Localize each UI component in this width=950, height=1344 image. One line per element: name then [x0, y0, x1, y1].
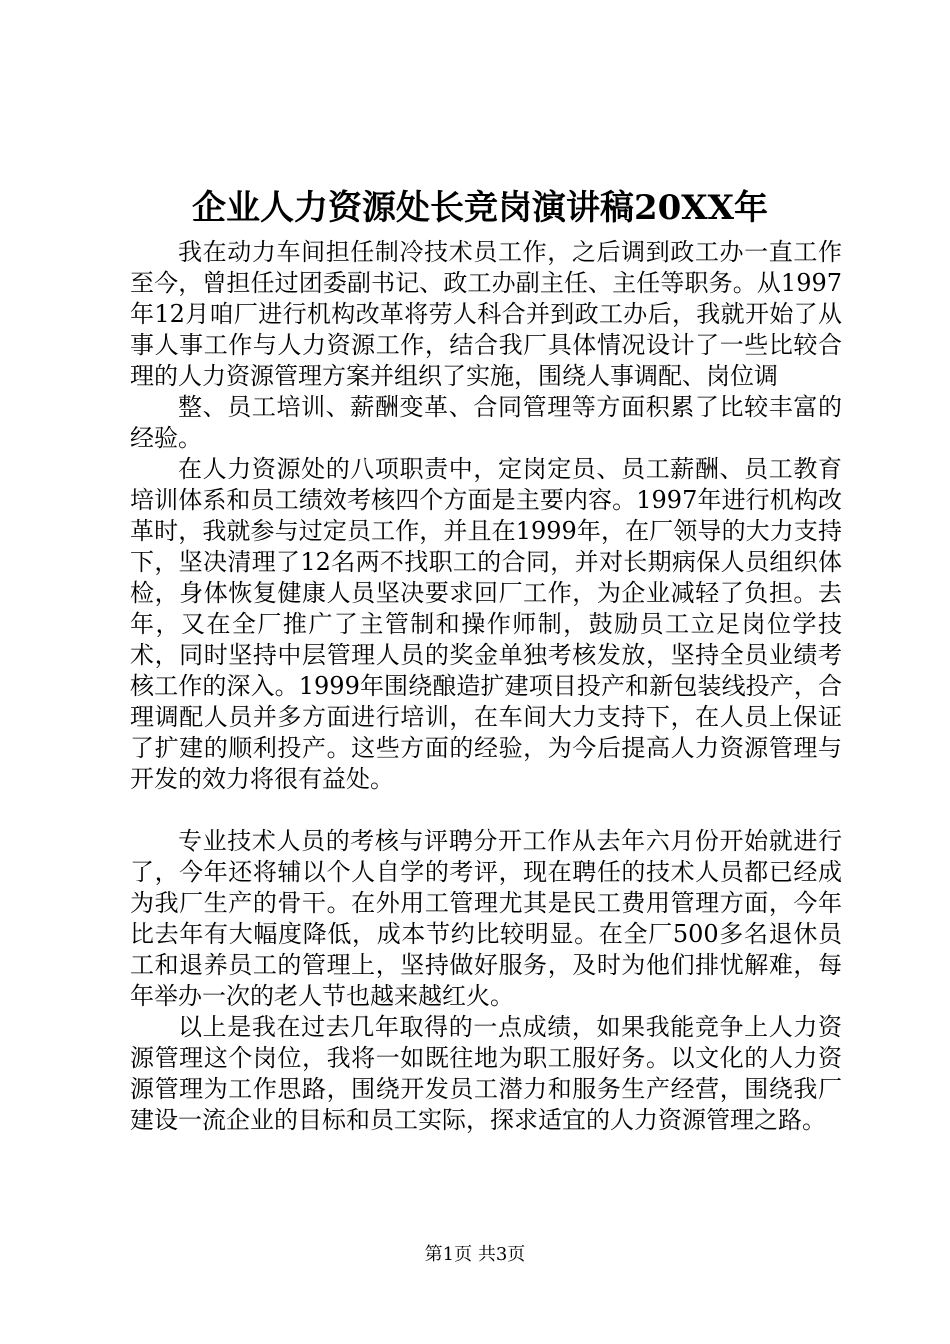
paragraph-5: 以上是我在过去几年取得的一点成绩，如果我能竞争上人力资源管理这个岗位，我将一如既往地为职工服好务。以文化的人力资源管理为工作思路，围绕开发员工潜力和服务生产经营，围绕我厂建设一流企业的目标和员工实际，探求适宜的人力资源管理之路。 — [130, 1013, 842, 1134]
paragraph-4: 专业技术人员的考核与评聘分开工作从去年六月份开始就进行了，今年还将辅以个人自学的考评，现在聘任的技术人员都已经成为我厂生产的骨干。在外用工管理尤其是民工费用管理方面，今年比去年有大幅度降低，成本节约比较明显。在全厂500多名退休员工和退养员工的管理上，坚持做好服务，及时为他们排忧解难，每年举办一次的老人节也越来越红火。 — [130, 827, 842, 1010]
document-title: 企业人力资源处长竞岗演讲稿20XX年 — [191, 188, 769, 228]
paragraph-1: 我在动力车间担任制冷技术员工作，之后调到政工办一直工作至今，曾担任过团委副书记、政工办副主任、主任等职务。从1997年12月咱厂进行机构改革将劳人科合并到政工办后，我就开始了从事人事工作与人力资源工作，结合我厂具体情况设计了一些比较合理的人力资源管理方案并组织了实施，围绕人事调配、岗位调 — [130, 238, 842, 390]
document-body — [130, 237, 842, 1136]
paragraph-3: 在人力资源处的八项职责中，定岗定员、员工薪酬、员工教育培训体系和员工绩效考核四个方面是主要内容。1997年进行机构改革时，我就参与过定员工作，并且在1999年，在厂领导的大力支持下，坚决清理了12名两不找职工的合同，并对长期病保人员组织体检，身体恢复健康人员坚决要求回厂工作，为企业减轻了负担。去年，又在全厂推广了主管制和操作师制，鼓励员工立足岗位学技术，同时坚持中层管理人员的奖金单独考核发放，坚持全员业绩考核工作的深入。1999年围绕酿造扩建项目投产和新包装线投产，合理调配人员并多方面进行培训，在车间大力支持下，在人员上保证了扩建的顺利投产。这些方面的经验，为今后提高人力资源管理与开发的效力将很有益处。 — [130, 455, 842, 793]
page-footer: 第1页 共3页 — [424, 1244, 526, 1265]
paragraph-2: 整、员工培训、薪酬变革、合同管理等方面积累了比较丰富的经验。 — [130, 393, 842, 452]
